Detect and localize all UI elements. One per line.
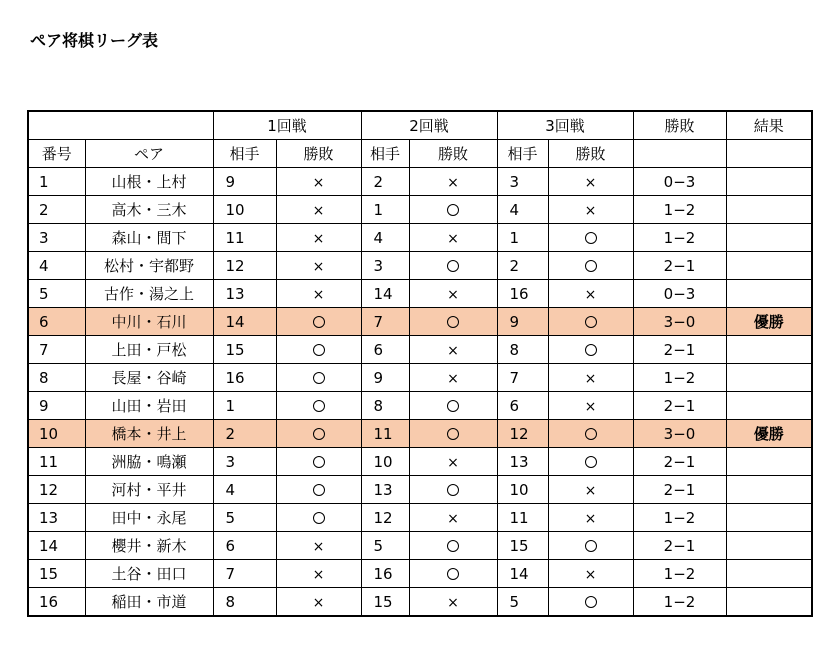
win-circle-icon — [447, 484, 459, 496]
round-1-opponent: 11 — [213, 224, 276, 252]
round-1-opponent: 15 — [213, 336, 276, 364]
win-circle-icon — [447, 316, 459, 328]
round-2-outcome — [409, 588, 497, 617]
header-record: 勝敗 — [633, 111, 726, 140]
pair-number: 12 — [28, 476, 85, 504]
document-title: ペア将棋リーグ表 — [30, 31, 159, 50]
win-loss-record: 2−1 — [633, 448, 726, 476]
round-3-outcome — [548, 392, 633, 420]
round-1-opponent: 2 — [213, 420, 276, 448]
round-2-opponent: 15 — [361, 588, 409, 617]
round-2-opponent: 1 — [361, 196, 409, 224]
pair-names: 古作・湯之上 — [85, 280, 213, 308]
pair-names: 田中・永尾 — [85, 504, 213, 532]
round-2-outcome — [409, 196, 497, 224]
final-result: 優勝 — [726, 308, 812, 336]
header-row-rounds — [28, 111, 812, 140]
pair-names: 洲脇・鳴瀬 — [85, 448, 213, 476]
round-3-outcome — [548, 476, 633, 504]
round-3-opponent: 10 — [497, 476, 548, 504]
round-3-outcome — [548, 252, 633, 280]
win-circle-icon — [585, 456, 597, 468]
pair-number: 2 — [28, 196, 85, 224]
win-circle-icon — [313, 484, 325, 496]
pair-names: 土谷・田口 — [85, 560, 213, 588]
round-1-outcome — [276, 196, 361, 224]
pair-number: 10 — [28, 420, 85, 448]
round-3-outcome — [548, 420, 633, 448]
win-loss-record: 1−2 — [633, 196, 726, 224]
loss-cross-icon: × — [584, 370, 597, 387]
win-loss-record: 3−0 — [633, 420, 726, 448]
win-circle-icon — [447, 540, 459, 552]
round-3-opponent: 13 — [497, 448, 548, 476]
final-result — [726, 448, 812, 476]
pair-names: 長屋・谷崎 — [85, 364, 213, 392]
pair-number: 11 — [28, 448, 85, 476]
round-1-opponent: 14 — [213, 308, 276, 336]
win-circle-icon — [585, 596, 597, 608]
win-loss-record: 3−0 — [633, 308, 726, 336]
round-2-outcome — [409, 252, 497, 280]
round-3-outcome — [548, 196, 633, 224]
round-2-opponent: 16 — [361, 560, 409, 588]
table-row — [28, 476, 812, 504]
round-2-outcome — [409, 560, 497, 588]
round-2-outcome — [409, 532, 497, 560]
loss-cross-icon: × — [584, 566, 597, 583]
pair-names: 松村・宇都野 — [85, 252, 213, 280]
round-3-outcome — [548, 168, 633, 196]
round-3-opponent: 5 — [497, 588, 548, 617]
win-loss-record: 1−2 — [633, 560, 726, 588]
round-2-outcome — [409, 364, 497, 392]
round-3-opponent: 1 — [497, 224, 548, 252]
table-row — [28, 588, 812, 617]
round-1-opponent: 10 — [213, 196, 276, 224]
loss-cross-icon: × — [447, 454, 459, 471]
win-circle-icon — [447, 428, 459, 440]
round-3-outcome — [548, 588, 633, 617]
round-2-outcome — [409, 476, 497, 504]
table-row — [28, 196, 812, 224]
round-2-opponent: 5 — [361, 532, 409, 560]
table-row — [28, 448, 812, 476]
final-result — [726, 196, 812, 224]
final-result — [726, 392, 812, 420]
final-result — [726, 560, 812, 588]
round-2-outcome — [409, 308, 497, 336]
win-circle-icon — [447, 260, 459, 272]
round-2-outcome — [409, 504, 497, 532]
pair-names: 上田・戸松 — [85, 336, 213, 364]
round-3-outcome — [548, 364, 633, 392]
loss-cross-icon: × — [312, 174, 325, 191]
final-result — [726, 336, 812, 364]
header-winloss-2: 勝敗 — [409, 140, 497, 168]
round-2-opponent: 9 — [361, 364, 409, 392]
table-row — [28, 364, 812, 392]
loss-cross-icon: × — [584, 174, 597, 191]
header-result-blank — [726, 140, 812, 168]
round-2-opponent: 3 — [361, 252, 409, 280]
round-1-opponent: 7 — [213, 560, 276, 588]
round-3-outcome — [548, 448, 633, 476]
loss-cross-icon: × — [312, 230, 325, 247]
loss-cross-icon: × — [312, 538, 325, 555]
round-2-opponent: 13 — [361, 476, 409, 504]
pair-number: 16 — [28, 588, 85, 617]
final-result — [726, 532, 812, 560]
loss-cross-icon: × — [584, 482, 597, 499]
win-loss-record: 1−2 — [633, 364, 726, 392]
final-result — [726, 476, 812, 504]
loss-cross-icon: × — [447, 370, 459, 387]
header-winloss-1: 勝敗 — [276, 140, 361, 168]
round-3-outcome — [548, 308, 633, 336]
final-result — [726, 252, 812, 280]
loss-cross-icon: × — [312, 286, 325, 303]
final-result — [726, 168, 812, 196]
pair-number: 8 — [28, 364, 85, 392]
round-2-opponent: 2 — [361, 168, 409, 196]
loss-cross-icon: × — [584, 202, 597, 219]
round-2-outcome — [409, 336, 497, 364]
round-3-opponent: 4 — [497, 196, 548, 224]
round-2-outcome — [409, 448, 497, 476]
round-1-outcome — [276, 448, 361, 476]
loss-cross-icon: × — [312, 202, 325, 219]
header-pair: ペア — [85, 140, 213, 168]
table-row — [28, 280, 812, 308]
round-1-opponent: 3 — [213, 448, 276, 476]
pair-number: 13 — [28, 504, 85, 532]
pair-number: 3 — [28, 224, 85, 252]
win-loss-record: 2−1 — [633, 392, 726, 420]
league-table — [27, 110, 813, 617]
pair-names: 櫻井・新木 — [85, 532, 213, 560]
round-1-outcome — [276, 588, 361, 617]
win-circle-icon — [313, 344, 325, 356]
win-loss-record: 1−2 — [633, 504, 726, 532]
header-opponent-2: 相手 — [361, 140, 409, 168]
round-1-opponent: 9 — [213, 168, 276, 196]
round-3-opponent: 15 — [497, 532, 548, 560]
round-2-outcome — [409, 280, 497, 308]
table-row — [28, 392, 812, 420]
header-blank-cell — [28, 111, 213, 140]
round-2-outcome — [409, 224, 497, 252]
pair-number: 4 — [28, 252, 85, 280]
round-3-outcome — [548, 560, 633, 588]
win-circle-icon — [313, 316, 325, 328]
final-result — [726, 364, 812, 392]
round-2-outcome — [409, 168, 497, 196]
round-3-opponent: 12 — [497, 420, 548, 448]
loss-cross-icon: × — [584, 510, 597, 527]
header-record-blank — [633, 140, 726, 168]
pair-names: 森山・間下 — [85, 224, 213, 252]
round-1-outcome — [276, 224, 361, 252]
loss-cross-icon: × — [584, 398, 597, 415]
win-circle-icon — [447, 204, 459, 216]
win-loss-record: 2−1 — [633, 336, 726, 364]
round-1-outcome — [276, 308, 361, 336]
table-row — [28, 224, 812, 252]
header-round-2: 2回戦 — [361, 111, 497, 140]
table-row — [28, 252, 812, 280]
round-3-outcome — [548, 532, 633, 560]
round-1-outcome — [276, 364, 361, 392]
win-circle-icon — [585, 232, 597, 244]
pair-names: 山根・上村 — [85, 168, 213, 196]
table-row — [28, 504, 812, 532]
win-circle-icon — [447, 568, 459, 580]
win-circle-icon — [313, 400, 325, 412]
header-row-columns — [28, 140, 812, 168]
pair-names: 稲田・市道 — [85, 588, 213, 617]
round-2-outcome — [409, 420, 497, 448]
table-row — [28, 560, 812, 588]
pair-names: 橋本・井上 — [85, 420, 213, 448]
loss-cross-icon: × — [312, 566, 325, 583]
round-1-opponent: 12 — [213, 252, 276, 280]
final-result — [726, 280, 812, 308]
pair-number: 6 — [28, 308, 85, 336]
round-3-opponent: 9 — [497, 308, 548, 336]
header-result: 結果 — [726, 111, 812, 140]
round-1-opponent: 5 — [213, 504, 276, 532]
round-2-opponent: 8 — [361, 392, 409, 420]
pair-number: 1 — [28, 168, 85, 196]
round-3-opponent: 16 — [497, 280, 548, 308]
round-3-opponent: 14 — [497, 560, 548, 588]
final-result — [726, 224, 812, 252]
round-2-opponent: 14 — [361, 280, 409, 308]
header-round-1: 1回戦 — [213, 111, 361, 140]
round-2-opponent: 7 — [361, 308, 409, 336]
loss-cross-icon: × — [584, 286, 597, 303]
round-1-opponent: 4 — [213, 476, 276, 504]
round-3-opponent: 11 — [497, 504, 548, 532]
win-circle-icon — [585, 540, 597, 552]
win-loss-record: 0−3 — [633, 280, 726, 308]
win-loss-record: 2−1 — [633, 476, 726, 504]
round-1-opponent: 8 — [213, 588, 276, 617]
round-2-opponent: 4 — [361, 224, 409, 252]
win-circle-icon — [585, 260, 597, 272]
round-3-opponent: 2 — [497, 252, 548, 280]
loss-cross-icon: × — [447, 230, 459, 247]
win-circle-icon — [585, 316, 597, 328]
round-1-outcome — [276, 420, 361, 448]
win-circle-icon — [313, 372, 325, 384]
round-3-outcome — [548, 224, 633, 252]
round-1-outcome — [276, 392, 361, 420]
round-3-opponent: 8 — [497, 336, 548, 364]
header-number: 番号 — [28, 140, 85, 168]
round-1-outcome — [276, 280, 361, 308]
table-row — [28, 420, 812, 448]
round-1-opponent: 1 — [213, 392, 276, 420]
header-winloss-3: 勝敗 — [548, 140, 633, 168]
pair-number: 15 — [28, 560, 85, 588]
table-row — [28, 168, 812, 196]
loss-cross-icon: × — [447, 342, 459, 359]
round-1-outcome — [276, 476, 361, 504]
final-result — [726, 504, 812, 532]
round-3-outcome — [548, 280, 633, 308]
round-2-opponent: 10 — [361, 448, 409, 476]
table-row — [28, 532, 812, 560]
round-1-outcome — [276, 560, 361, 588]
round-1-outcome — [276, 504, 361, 532]
win-circle-icon — [447, 400, 459, 412]
loss-cross-icon: × — [447, 174, 459, 191]
table-row — [28, 336, 812, 364]
win-loss-record: 2−1 — [633, 252, 726, 280]
pair-names: 河村・平井 — [85, 476, 213, 504]
round-1-outcome — [276, 336, 361, 364]
loss-cross-icon: × — [447, 510, 459, 527]
win-loss-record: 1−2 — [633, 588, 726, 617]
pair-number: 9 — [28, 392, 85, 420]
header-opponent-3: 相手 — [497, 140, 548, 168]
round-1-opponent: 16 — [213, 364, 276, 392]
round-1-outcome — [276, 168, 361, 196]
win-circle-icon — [585, 428, 597, 440]
round-2-opponent: 12 — [361, 504, 409, 532]
round-3-outcome — [548, 504, 633, 532]
pair-names: 中川・石川 — [85, 308, 213, 336]
win-circle-icon — [313, 428, 325, 440]
pair-number: 14 — [28, 532, 85, 560]
table-row — [28, 308, 812, 336]
header-opponent-1: 相手 — [213, 140, 276, 168]
header-round-3: 3回戦 — [497, 111, 633, 140]
win-circle-icon — [313, 456, 325, 468]
round-1-outcome — [276, 252, 361, 280]
win-loss-record: 0−3 — [633, 168, 726, 196]
round-3-opponent: 6 — [497, 392, 548, 420]
round-3-opponent: 7 — [497, 364, 548, 392]
round-2-opponent: 11 — [361, 420, 409, 448]
pair-number: 7 — [28, 336, 85, 364]
final-result: 優勝 — [726, 420, 812, 448]
round-1-outcome — [276, 532, 361, 560]
win-loss-record: 1−2 — [633, 224, 726, 252]
round-2-opponent: 6 — [361, 336, 409, 364]
pair-names: 高木・三木 — [85, 196, 213, 224]
win-circle-icon — [585, 344, 597, 356]
win-loss-record: 2−1 — [633, 532, 726, 560]
round-2-outcome — [409, 392, 497, 420]
final-result — [726, 588, 812, 617]
round-3-outcome — [548, 336, 633, 364]
pair-number: 5 — [28, 280, 85, 308]
loss-cross-icon: × — [312, 594, 325, 611]
round-3-opponent: 3 — [497, 168, 548, 196]
round-1-opponent: 13 — [213, 280, 276, 308]
loss-cross-icon: × — [447, 286, 459, 303]
win-circle-icon — [313, 512, 325, 524]
pair-names: 山田・岩田 — [85, 392, 213, 420]
loss-cross-icon: × — [312, 258, 325, 275]
round-1-opponent: 6 — [213, 532, 276, 560]
loss-cross-icon: × — [447, 594, 459, 611]
